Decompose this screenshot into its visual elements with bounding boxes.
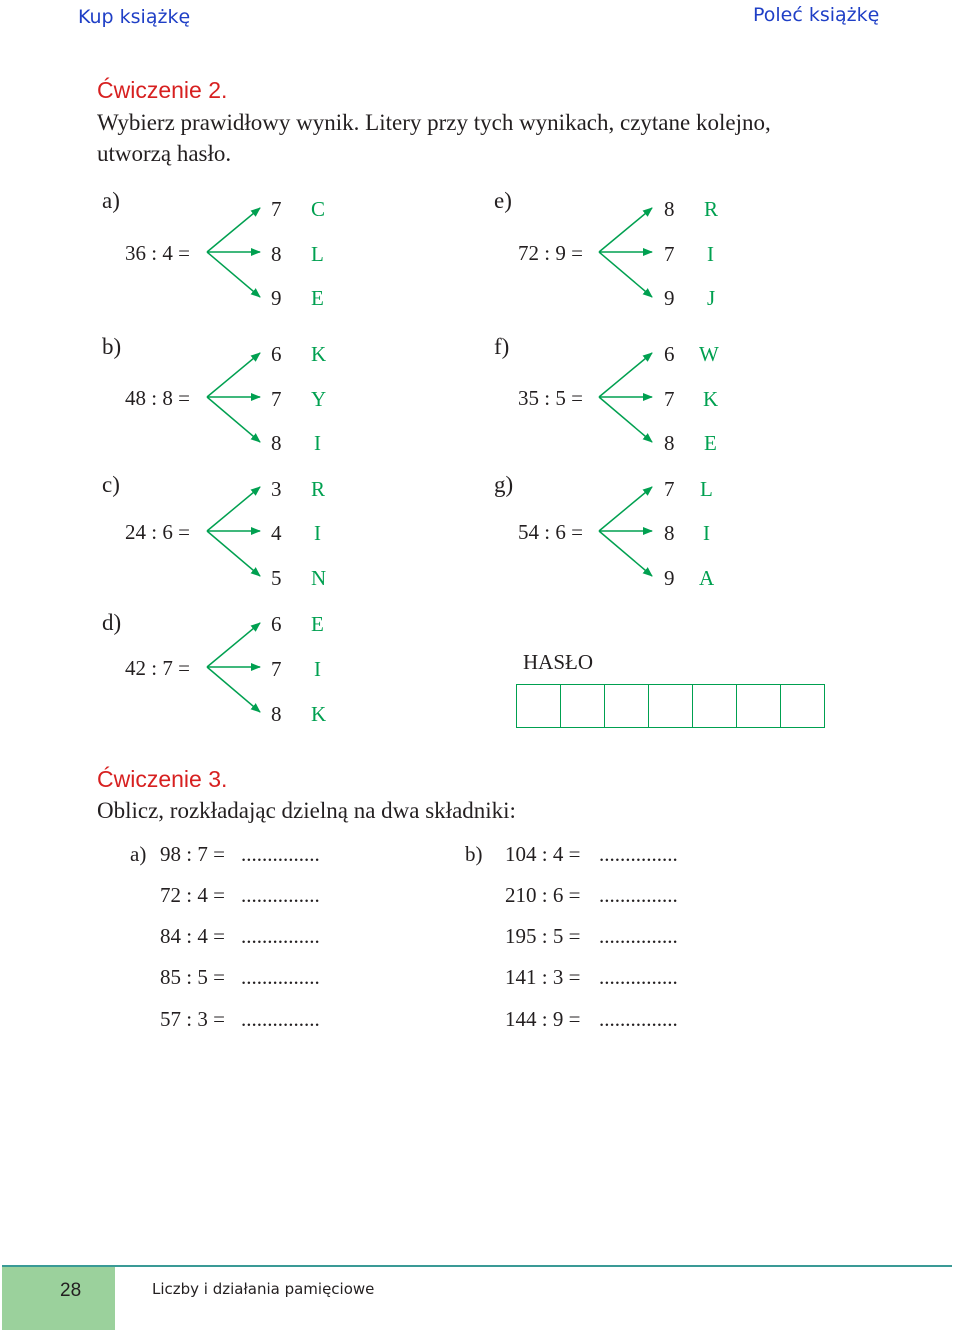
item-d-label: d) <box>102 610 122 635</box>
arrow <box>207 208 260 252</box>
answer-dots[interactable]: ............... <box>241 965 320 989</box>
password-box[interactable] <box>560 684 604 728</box>
item-f-option-letter: W <box>699 342 719 366</box>
item-b-label: b) <box>102 334 122 359</box>
item-g-option-number: 7 <box>664 477 675 501</box>
arrow <box>207 397 260 442</box>
item-d-option-number: 6 <box>271 612 282 636</box>
item-c-option-number: 3 <box>271 477 282 501</box>
arrow <box>207 531 260 576</box>
ex3-a-expression: 85 : 5 = <box>160 965 225 989</box>
item-e-option-letter: J <box>707 286 716 310</box>
item-e-expression: 72 : 9 = <box>518 241 583 265</box>
footer-page-number-block <box>2 1265 115 1330</box>
answer-dots[interactable]: ............... <box>599 965 678 989</box>
item-a-option-number: 7 <box>271 197 282 221</box>
item-c-option-number: 5 <box>271 566 282 590</box>
item-g-option-letter: L <box>700 477 713 501</box>
item-f-option-number: 8 <box>664 431 675 455</box>
answer-dots[interactable]: ............... <box>241 924 320 948</box>
ex3-column-b-label: b) <box>465 842 483 866</box>
item-f-option-letter: E <box>704 431 717 455</box>
arrow <box>207 353 260 397</box>
ex3-b-expression: 210 : 6 = <box>505 883 581 907</box>
item-d-option-letter: E <box>311 612 324 636</box>
item-e-option-letter: R <box>704 197 719 221</box>
exercise-2-title: Ćwiczenie 2. <box>97 77 228 103</box>
item-a-option-letter: C <box>311 197 326 221</box>
arrow <box>599 252 652 297</box>
ex3-b-expression: 195 : 5 = <box>505 924 581 948</box>
item-b-option-number: 8 <box>271 431 282 455</box>
exercise-3-title: Ćwiczenie 3. <box>97 766 228 792</box>
arrow <box>207 252 260 297</box>
item-c-option-letter: I <box>314 521 321 545</box>
ex3-column-a-label: a) <box>130 842 147 866</box>
arrow <box>207 667 260 712</box>
answer-dots[interactable]: ............... <box>241 1007 320 1031</box>
item-f-option-number: 7 <box>664 387 675 411</box>
answer-dots[interactable]: ............... <box>599 883 678 907</box>
item-f-option-letter: K <box>703 387 719 411</box>
arrow <box>599 208 652 252</box>
ex3-a-expression: 84 : 4 = <box>160 924 225 948</box>
item-b-option-letter: Y <box>311 387 327 411</box>
item-e-label: e) <box>494 188 512 213</box>
password-box[interactable] <box>604 684 648 728</box>
chapter-title: Liczby i działania pamięciowe <box>152 1280 375 1298</box>
item-g-option-letter: A <box>699 566 715 590</box>
item-a-option-number: 9 <box>271 286 282 310</box>
item-b-option-number: 6 <box>271 342 282 366</box>
item-a-option-number: 8 <box>271 242 282 266</box>
arrow <box>599 397 652 442</box>
item-g-option-number: 9 <box>664 566 675 590</box>
exercise-2-instruction-line2: utworzą hasło. <box>97 141 232 166</box>
ex3-a-expression: 72 : 4 = <box>160 883 225 907</box>
password-label: HASŁO <box>523 650 594 674</box>
password-box[interactable] <box>736 684 780 728</box>
item-e-option-number: 7 <box>664 242 675 266</box>
item-f-label: f) <box>494 334 510 359</box>
arrow <box>599 487 652 531</box>
footer-divider <box>2 1265 952 1267</box>
answer-dots[interactable]: ............... <box>599 842 678 866</box>
password-box[interactable] <box>780 684 825 728</box>
password-box[interactable] <box>648 684 692 728</box>
item-g-option-letter: I <box>703 521 710 545</box>
item-d-option-letter: K <box>311 702 327 726</box>
item-d-option-number: 7 <box>271 657 282 681</box>
item-c-option-letter: R <box>311 477 326 501</box>
item-d-option-number: 8 <box>271 702 282 726</box>
item-g-label: g) <box>494 472 514 497</box>
answer-dots[interactable]: ............... <box>599 924 678 948</box>
item-b-expression: 48 : 8 = <box>125 386 190 410</box>
buy-book-link[interactable]: Kup książkę <box>78 6 191 28</box>
item-g-option-number: 8 <box>664 521 675 545</box>
item-b-option-letter: I <box>314 431 321 455</box>
recommend-book-link[interactable]: Poleć książkę <box>753 4 880 26</box>
ex3-b-expression: 141 : 3 = <box>505 965 581 989</box>
ex3-a-expression: 57 : 3 = <box>160 1007 225 1031</box>
password-box[interactable] <box>516 684 560 728</box>
ex3-a-expression: 98 : 7 = <box>160 842 225 866</box>
item-c-option-number: 4 <box>271 521 282 545</box>
item-a-option-letter: E <box>311 286 324 310</box>
item-b-option-letter: K <box>311 342 327 366</box>
password-boxes[interactable] <box>516 684 825 728</box>
item-a-label: a) <box>102 188 120 213</box>
item-c-label: c) <box>102 472 120 497</box>
item-d-option-letter: I <box>314 657 321 681</box>
arrow <box>207 487 260 531</box>
exercise-2-instruction-line1: Wybierz prawidłowy wynik. Litery przy tych wynikach, czytane kolejno, <box>97 110 771 135</box>
item-b-option-number: 7 <box>271 387 282 411</box>
page-number: 28 <box>60 1280 82 1301</box>
answer-dots[interactable]: ............... <box>241 883 320 907</box>
item-f-option-number: 6 <box>664 342 675 366</box>
item-a-option-letter: L <box>311 242 324 266</box>
ex3-b-expression: 104 : 4 = <box>505 842 581 866</box>
item-d-expression: 42 : 7 = <box>125 656 190 680</box>
item-g-expression: 54 : 6 = <box>518 520 583 544</box>
item-c-option-letter: N <box>311 566 327 590</box>
item-e-option-letter: I <box>707 242 714 266</box>
arrow <box>207 623 260 667</box>
item-e-option-number: 8 <box>664 197 675 221</box>
answer-dots[interactable]: ............... <box>241 842 320 866</box>
item-a-expression: 36 : 4 = <box>125 241 190 265</box>
item-f-expression: 35 : 5 = <box>518 386 583 410</box>
exercise-3-instruction: Oblicz, rozkładając dzielną na dwa składniki: <box>97 798 516 823</box>
answer-dots[interactable]: ............... <box>599 1007 678 1031</box>
password-box[interactable] <box>692 684 736 728</box>
ex3-b-expression: 144 : 9 = <box>505 1007 581 1031</box>
arrow <box>599 353 652 397</box>
footer-bar <box>115 1267 952 1330</box>
arrow <box>599 531 652 576</box>
item-c-expression: 24 : 6 = <box>125 520 190 544</box>
item-e-option-number: 9 <box>664 286 675 310</box>
